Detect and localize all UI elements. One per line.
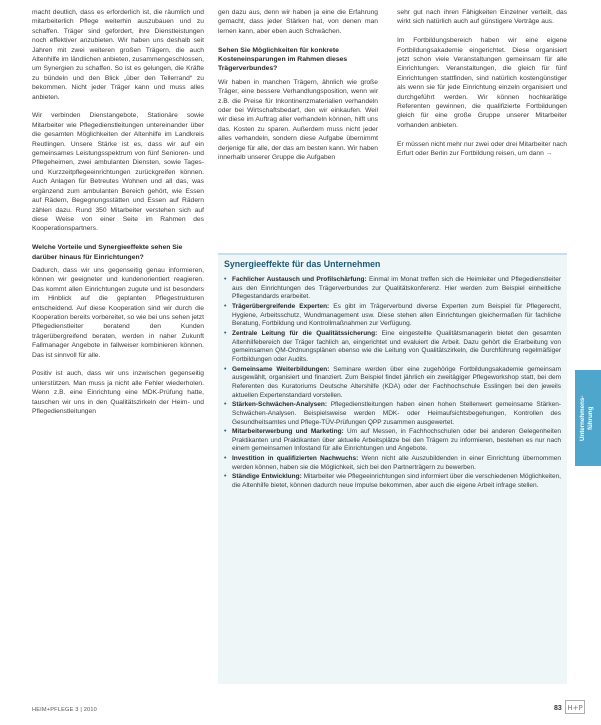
synergy-item-text: Wenn nicht alle Auszubildenden in einer Einrichtung übernommen werden können, haben sie die Möglichkeit, sich bei den Partnerträgern zu bewerben. (232, 455, 561, 471)
synergy-item-text: Es gibt im Trägerverbund diverse Experten zum Beispiel für Pflegerecht, Hygiene, Arbeitsschutz, Wundmanagement usw. Diese stehen allen Einrichtungen gleichermaßen für fachliche Beratung, Fortbildung und Kontrollmaßnahmen zur Verfügung. (232, 302, 562, 328)
synergy-item (224, 428, 561, 454)
continued-text: Er müssen nicht mehr nur zwei oder drei Mitarbeiter nach Erfurt oder Berlin zur Fortbildung reisen, um dann (397, 140, 567, 158)
synergy-item-label: Ständige Entwicklung: (232, 473, 302, 481)
synergy-item (224, 366, 561, 401)
body-paragraph: Im Fortbildungsbereich haben wir eine eigene Fortbildungsakademie eingerichtet. Diese organisiert jetzt schon viele Veranstaltungen gemeinsam für alle Einrichtungen. Veranstaltungen, die gleich für fünf Einrichtungen stattfinden, sind natürlich kostengünstiger als wenn sie für jede Einrichtung einzeln organisiert und durchgeführt werden. Wir können hochkarätige Referenten gewinnen, die qualifizierte Fortbildungen gleich für eine große Gruppe unserer Mitarbeiter vorhanden anbieten. (397, 37, 567, 129)
synergy-item-text: Mitarbeiter wie Pflegeeinrichtungen sind informiert über die verschiedenen Möglichkeiten, die Altenhilfe bietet, können dadurch neue Impulse bekommen, aber auch die eigene Arbeit infrage stellen. (232, 473, 561, 490)
synergy-item-label: Trägerübergreifende Experten: (232, 302, 330, 310)
body-paragraph: macht deutlich, dass es erforderlich ist, die räumlich und mitarbeiterlich Pflege weiterhin auszubauen und zu schaffen. Träger sind gefordert, ihre Dienstleistungen noch effektiver anzubieten. Wir haben uns deshalb seit Jahren mit zwei weiteren großen Trägern, die auch Altenhilfe im ländlichen anbieten, zusammengeschlossen, um Synergien zu schaffen. So ist es gelungen, die Kräfte zu bündeln und den Blick „über den Tellerrand“ zu bekommen. Nicht jeder Träger kann und muss alles anbieten. (32, 9, 204, 101)
synergy-item-text: Um auf Messen, in Fachhochschulen oder bei anderen Gelegenheiten Praktikanten und Praktikanten über aktuelle Arbeitsplätze bei den Trägern zu informieren, bestehen es nur nach einem gemeinsamen Infostand für alle Einrichtungen und Angebote. (232, 428, 561, 453)
body-paragraph: sehr gut nach ihren Fähigkeiten Einzelner verteilt, das wirkt sich natürlich auch auf günstigere Verträge aus. (397, 9, 567, 26)
synergy-item-label: Zentrale Leitung für die Qualitätssicherung: (232, 329, 378, 337)
synergy-item (224, 455, 561, 472)
body-paragraph: gen dazu aus, denn wir haben ja eine die Erfahrung gemacht, dass jeder Stärken hat, von denen man lernen kann, aber eben auch Schwächen. (218, 9, 378, 35)
section-side-tab-label (579, 378, 597, 458)
synergy-item (224, 401, 561, 427)
journal-footer: HEIM+PFLEGE 3 | 2010 (32, 707, 97, 713)
body-paragraph: Wir haben in manchen Trägern, ähnlich wie große Träger, eine bessere Verhandlungsposition, wenn wir z.B. die Preise für Inkontinenzmaterialien verhandeln oder bei Wirtschaftsbedarf, den wir einkaufen. Weil wir diese im Auftrag aller verhandeln können, hilft uns das. Kosten zu sparen. Außerdem muss nicht jeder alles verhandeln, sondern diese Aufgabe übernimmt derjenige für alle, der das am besten kann. Wir haben innerhalb unserer Gruppe die Aufgaben (218, 78, 378, 162)
side-tab-line: Unternehmens- (579, 395, 586, 441)
continue-arrow-icon: → (545, 150, 553, 158)
bullet-icon: • (224, 473, 227, 481)
text-column-right (397, 8, 567, 168)
body-paragraph (397, 140, 567, 159)
section-side-tab (575, 370, 601, 466)
synergy-item-text: Seminare werden über eine zugehörige Fortbildungsakademie gemeinsam ausgewählt, organisiert und finanziert. Zum Beispiel findet jährlich ein zweitägiger Pflegeworkshop statt, bei dem Referenten des Kuratoriums Deutsche Altershilfe (KDA) oder der Fachhochschule Esslingen bei den jeweils aktuellen Expertenstandard vorstellen. (232, 365, 561, 399)
synergy-item-text: Pflegedienstleitungen haben einen hohen Stellenwert gemeinsame Stärken-Schwächen-Analysen. Beispielsweise werden MDK- oder Heimaufsichtsbegehungen, Kontrollen des Gesundheitsamtes und Pflege-TÜV-Prüfungen QPP zusammen ausgewertet. (232, 401, 561, 426)
bullet-icon: • (224, 365, 227, 373)
bullet-icon: • (224, 428, 227, 436)
synergy-item (224, 473, 561, 490)
bullet-icon: • (224, 455, 227, 463)
synergy-item (224, 330, 561, 365)
journal-logo-text: H+P (567, 704, 583, 712)
synergy-item (224, 303, 561, 329)
bullet-icon: • (224, 302, 227, 310)
synergy-item-label: Stärken-Schwächen-Analysen: (232, 401, 328, 409)
synergy-item-text: Einmal im Monat treffen sich die Heimleiter und Pflegedienstleiter aus den Einrichtungen des Trägerverbundes zur Qualitätskonferenz. Hier werden zum Beispiel einheitliche Pflegestandards erarbeitet. (232, 276, 561, 301)
synergy-item-label: Gemeinsame Weiterbildungen: (232, 365, 330, 373)
bullet-icon: • (224, 276, 227, 283)
synergy-item (224, 276, 561, 302)
interview-question: Sehen Sie Möglichkeiten für konkrete Kosteneinsparungen im Rahmen dieses Trägerverbundes? (218, 46, 348, 73)
body-paragraph: Positiv ist auch, dass wir uns inzwischen gegenseitig unterstützen. Man muss ja nicht alle Fehler wiederholen. Wenn z.B. eine Einrichtung eine MDK-Prüfung hatte, tauschen wir uns in den Qualitätszirkeln der Heim- und Pflegedienstleitungen (32, 370, 204, 416)
body-paragraph: Wir verbinden Dienstangebote, Stationäre sowie Mitarbeiter wie Pflegedienstleitungen untereinander über die gesamten Möglichkeiten der Altenhilfe im Landkreis Reutlingen. Unsere Stärke ist es, dass wir auf ein gemeinsames Leistungsspektrum von fünf Senioren- und Pflegeheimen, zwei ambulanten Diensten, sowie Tages- und Kurzzeitpflegeeinrichtungen zurückgreifen können. Auch Anlagen für Betreutes Wohnen und all das, was ergänzend zum ambulanten Bereich gehört, wie Essen auf Rädern, Begegnungsstätten und Essen auf Rädern zählen dazu. Rund 350 Mitarbeiter verstehen sich auf diese Weise von einer Seite im Rahmen des Kooperationspartners. (32, 112, 204, 233)
bullet-icon: • (224, 401, 227, 409)
journal-logo-icon (565, 700, 585, 714)
synergy-box-title: Synergieeffekte für das Unternehmen (224, 259, 381, 269)
synergy-item-label: Fachlicher Austausch und Profilschärfung: (232, 276, 367, 283)
synergy-item-label: Mitarbeiterwerbung und Marketing: (232, 428, 344, 436)
text-column-left (32, 8, 204, 426)
interview-question: Welche Vorteile und Synergieeffekte sehen Sie darüber hinaus für Einrichtungen? (32, 244, 183, 261)
side-tab-line: führung (587, 406, 594, 430)
synergy-item-text: Eine eingestellte Qualitätsmanagerin bietet den gesamten Altenhilfebereich der Träger fachlich an, eingerichtet und evaluiert die Arbeit. Dazu gehört die Erarbeitung von gemeinsamen QM-Ordnungsplänen ebenso wie die Leitung von Qualitätszirkeln, die Durchführung regelmäßiger Fortbildungen oder Audits. (232, 329, 561, 363)
page-number: 83 (554, 705, 562, 712)
bullet-icon: • (224, 329, 227, 337)
synergy-list (224, 276, 561, 491)
text-column-middle (218, 8, 378, 172)
synergy-item-label: Investition in qualifizierten Nachwuchs: (232, 455, 359, 463)
body-paragraph: Dadurch, dass wir uns gegenseitig genau informieren, können wir geeigneter und kundenorientiert reagieren. Das kommt allen Einrichtungen zugute und ist besonders im Hinblick auf die geplanten Pflegestrukturen entscheidend. Auf diese Kooperation sind wir durch die Kooperation bereits vorbereitet, so wie bei uns sehen jetzt Pflegedienstleiter beratend den Kunden trägerübergreifend beraten, werden in naher Zukunft Fallmanager Angebote in fallweiser kombinieren können. Das ist sinnvoll für alle. (32, 266, 204, 359)
synergy-box (218, 253, 567, 684)
